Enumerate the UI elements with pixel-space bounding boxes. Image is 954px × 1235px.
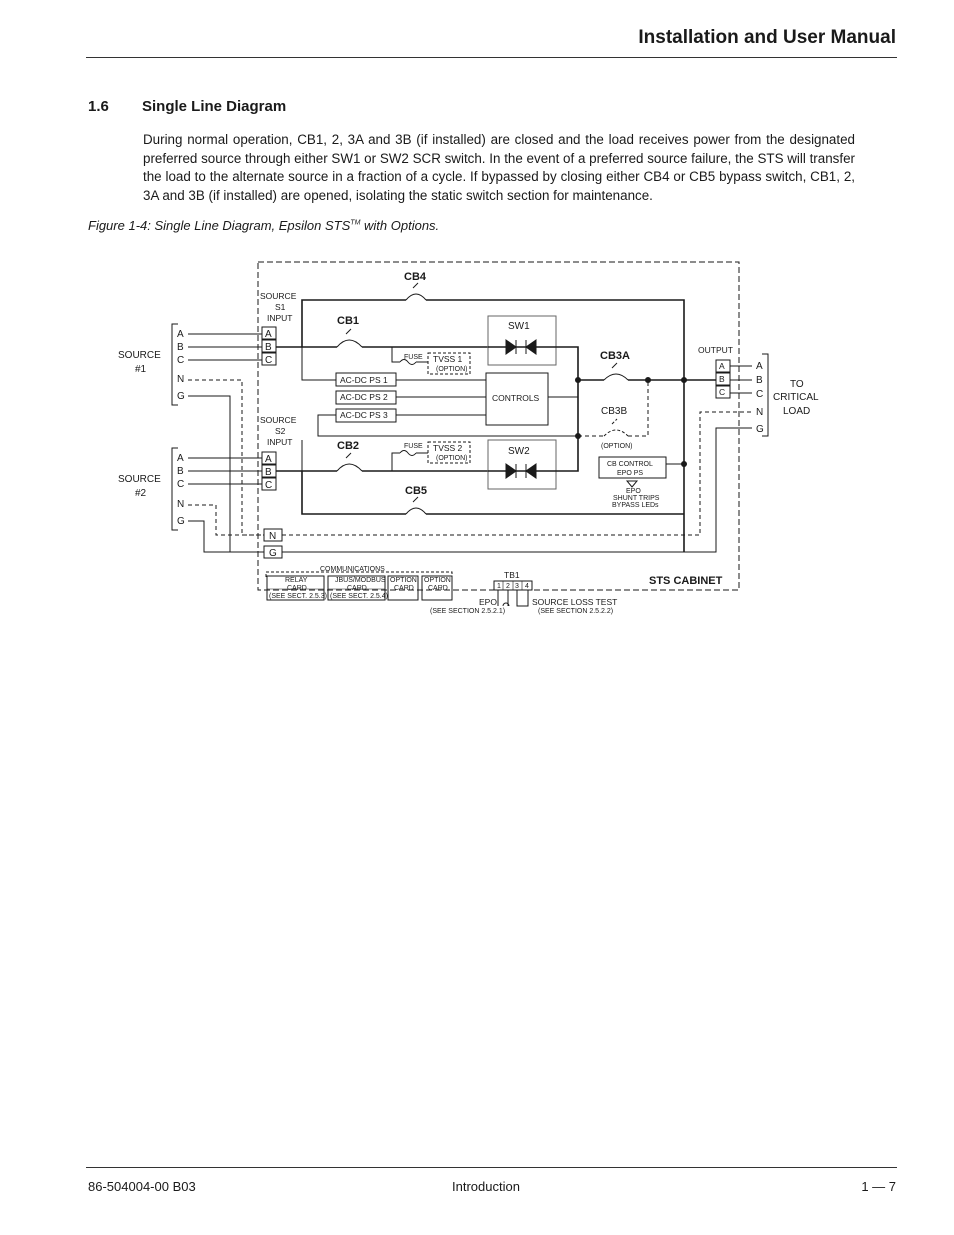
source2-label-2: #2 — [135, 488, 147, 499]
caption-tm: TM — [350, 219, 361, 227]
cb3b-symbol — [604, 419, 628, 436]
cb1-symbol — [337, 329, 362, 347]
section-number: 1.6 — [88, 98, 109, 115]
s2-terminal-b-label: B — [265, 467, 272, 478]
ac-dc-ps-2-label: AC-DC PS 2 — [340, 392, 388, 402]
source1-phase-a: A — [177, 329, 184, 340]
source1-label-2: #1 — [135, 364, 147, 375]
cb2-label: CB2 — [337, 440, 360, 452]
option-card-1-l1: OPTION — [390, 577, 417, 584]
source2-phase-c: C — [177, 479, 185, 490]
jbus-card-l3: (SEE SECT. 2.5.4) — [330, 593, 388, 600]
ac-dc-ps-3-label: AC-DC PS 3 — [340, 410, 388, 420]
epo-ref-label: (SEE SECTION 2.5.2.1) — [430, 608, 506, 615]
page-number: 1 — 7 — [861, 1179, 896, 1194]
epo-label: EPO — [479, 597, 497, 607]
jbus-card-l2: CARD — [347, 585, 367, 592]
source2-phase-g: G — [177, 516, 185, 527]
source1-label-1: SOURCE — [118, 350, 161, 361]
s2-terminal-c-label: C — [265, 480, 273, 491]
s1-terminal-b-label: B — [265, 342, 272, 353]
s1-input-label-3: INPUT — [267, 313, 293, 323]
source1-phase-g: G — [177, 391, 185, 402]
s2-input-label-1: SOURCE — [260, 415, 297, 425]
cb3a-symbol — [604, 363, 628, 380]
output-terminal-c-label: C — [719, 387, 726, 397]
cb-control-label-2: EPO PS — [617, 470, 644, 477]
relay-card-l2: CARD — [287, 585, 307, 592]
output-phase-b: B — [756, 375, 763, 386]
cb5-symbol — [406, 497, 426, 514]
tb1-term-3: 3 — [515, 583, 519, 590]
document-number: 86-504004-00 B03 — [88, 1179, 196, 1194]
option-card-2-l1: OPTION — [424, 577, 451, 584]
option-card-1-l2: CARD — [394, 585, 414, 592]
sts-cabinet-label: STS CABINET — [649, 575, 723, 587]
footer-divider — [86, 1167, 897, 1168]
relay-card-l3: (SEE SECT. 2.5.3) — [269, 593, 327, 600]
tvss1-option: (OPTION) — [436, 366, 468, 373]
source2-phase-a: A — [177, 453, 184, 464]
load-label-1: TO — [790, 379, 804, 390]
section-paragraph: During normal operation, CB1, 2, 3A and 3B (if installed) are closed and the load receives power from the designated preferred source through either SW1 or SW2 SCR switch. In the event of a preferred source failure, the STS will transfer the load to the alternate source in a fraction of a cycle. If bypassed by closing either CB4 or CB5 bypass switch, CB1, 2, 3A and 3B (if installed) are opened, isolating the static switch section for maintenance. — [143, 132, 855, 203]
source2-label-1: SOURCE — [118, 474, 161, 485]
cb4-symbol — [406, 283, 426, 300]
sts-cabinet-border — [258, 262, 739, 590]
tb1-term-2: 2 — [506, 583, 510, 590]
output-phase-n: N — [756, 407, 764, 418]
s1-input-label-1: SOURCE — [260, 291, 297, 301]
epo-triangle — [627, 481, 637, 487]
tvss2-option: (OPTION) — [436, 455, 468, 462]
tb1-term-1: 1 — [497, 583, 501, 590]
output-terminal-a-label: A — [719, 361, 725, 371]
cb1-label: CB1 — [337, 315, 360, 327]
cb3b-option: (OPTION) — [601, 443, 633, 450]
cb2-symbol — [337, 453, 362, 471]
sw1-label: SW1 — [508, 321, 530, 332]
chapter-name: Introduction — [452, 1179, 520, 1194]
source-loss-ref-label: (SEE SECTION 2.5.2.2) — [538, 608, 614, 615]
n-terminal-label: N — [269, 531, 277, 542]
s2-input-label-3: INPUT — [267, 437, 293, 447]
tb1-term-4: 4 — [525, 583, 529, 590]
source1-phase-b: B — [177, 342, 184, 353]
section-title: Single Line Diagram — [142, 98, 287, 115]
option-card-2-l2: CARD — [428, 585, 448, 592]
s1-terminal-c-label: C — [265, 355, 273, 366]
output-phase-c: C — [756, 389, 764, 400]
cb3b-label: CB3B — [601, 406, 628, 417]
relay-card-l1: RELAY — [285, 577, 308, 584]
tvss2-label: TVSS 2 — [433, 443, 463, 453]
output-label: OUTPUT — [698, 345, 733, 355]
cb3a-label: CB3A — [600, 350, 630, 362]
tb1-label: TB1 — [504, 570, 520, 580]
s2-terminal-a-label: A — [265, 454, 272, 465]
fuse2-label: FUSE — [404, 443, 423, 450]
sw2-label: SW2 — [508, 446, 530, 457]
s1-terminal-a-label: A — [265, 329, 272, 340]
fuse1-label: FUSE — [404, 354, 423, 361]
output-phase-a: A — [756, 361, 763, 372]
source2-phase-b: B — [177, 466, 184, 477]
caption-prefix: Figure 1-4: Single Line Diagram, Epsilon STS — [88, 218, 351, 233]
tvss1-label: TVSS 1 — [433, 354, 463, 364]
source2-phase-n: N — [177, 499, 185, 510]
caption-suffix: with Options. — [360, 218, 440, 233]
epo-line-3: BYPASS LEDs — [612, 502, 659, 509]
s2-input-label-2: S2 — [275, 426, 286, 436]
ac-dc-ps-1-label: AC-DC PS 1 — [340, 375, 388, 385]
epo-line-2: SHUNT TRIPS — [613, 495, 660, 502]
output-phase-g: G — [756, 424, 764, 435]
cb5-label: CB5 — [405, 485, 428, 497]
manual-title: Installation and User Manual — [638, 27, 896, 48]
s1-input-label-2: S1 — [275, 302, 286, 312]
g-terminal-label: G — [269, 548, 277, 559]
load-label-3: LOAD — [783, 406, 811, 417]
source1-phase-c: C — [177, 355, 185, 366]
source1-phase-n: N — [177, 374, 185, 385]
source-loss-label: SOURCE LOSS TEST — [532, 597, 618, 607]
jbus-card-l1: JBUS/MODBUS — [335, 577, 386, 584]
load-label-2: CRITICAL — [773, 392, 819, 403]
controls-label: CONTROLS — [492, 393, 540, 403]
epo-line-1: EPO — [626, 488, 641, 495]
output-terminal-b-label: B — [719, 374, 725, 384]
cb4-label: CB4 — [404, 271, 427, 283]
communications-label: COMMUNICATIONS — [320, 566, 385, 573]
cb-control-label-1: CB CONTROL — [607, 461, 653, 468]
